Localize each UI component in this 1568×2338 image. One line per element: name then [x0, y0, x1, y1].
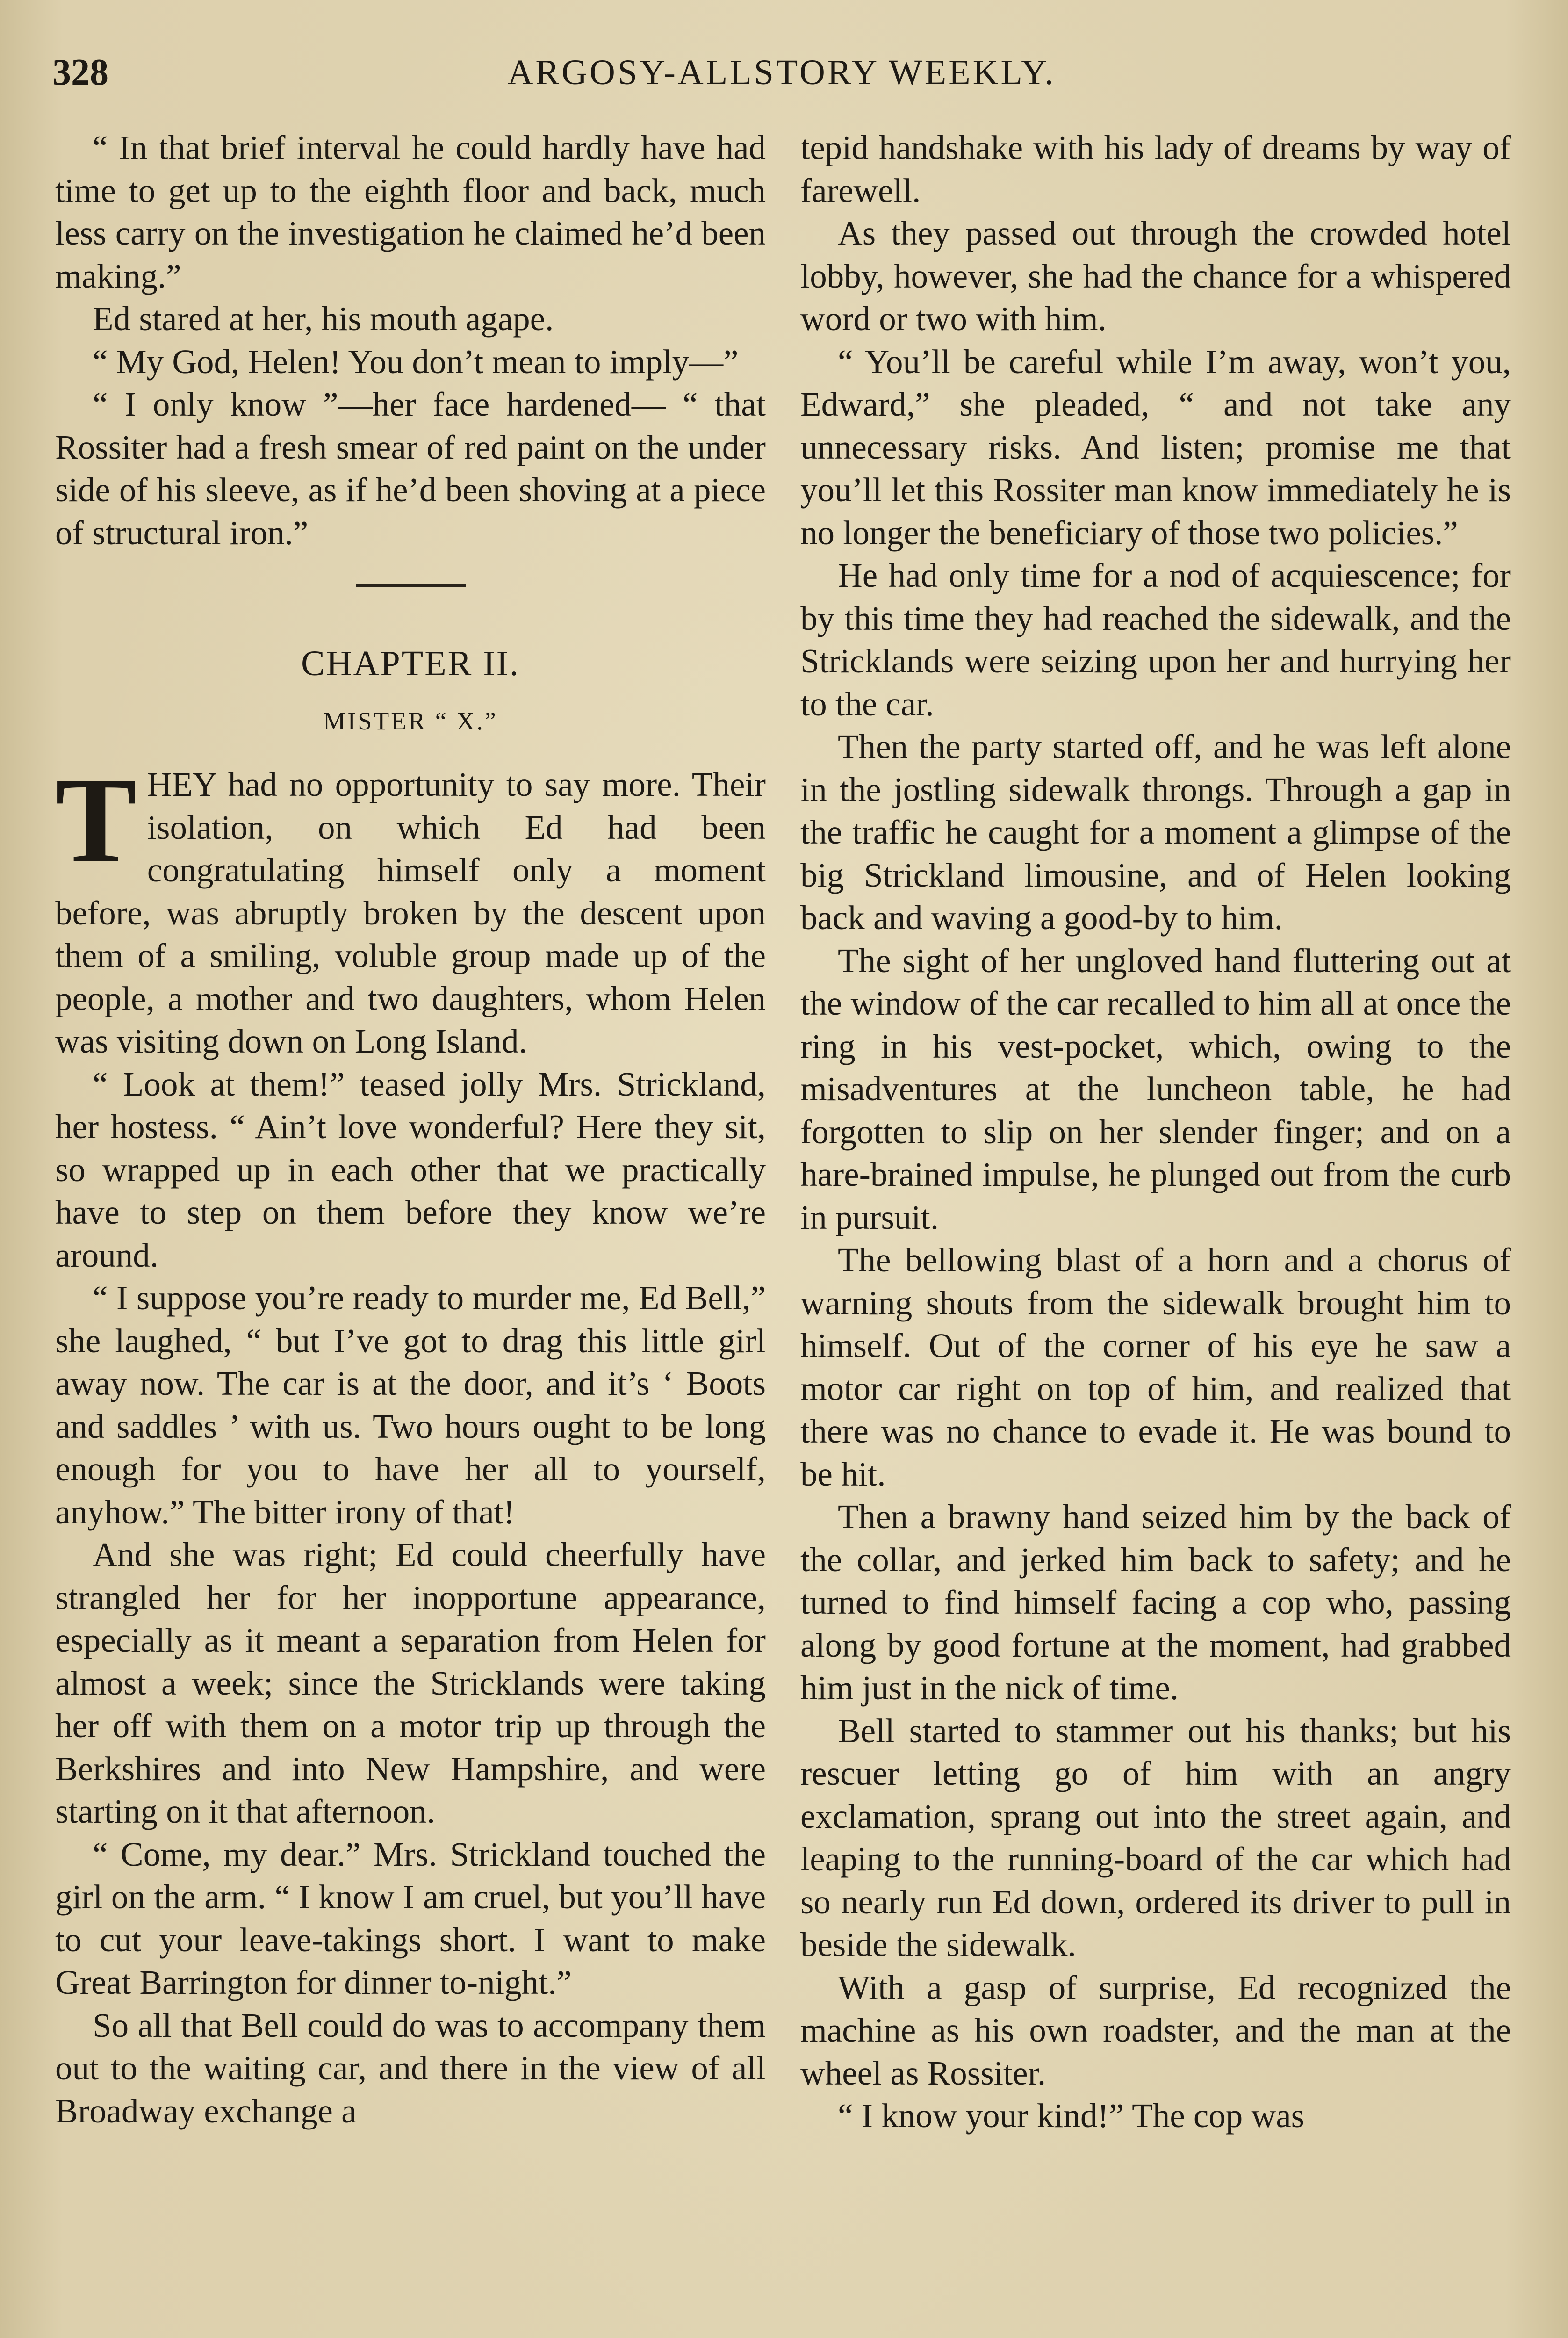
paragraph: So all that Bell could do was to accompany them out to the waiting car, and there in the view of all Broadway exchange a: [55, 2006, 766, 2130]
paragraph: The bellowing blast of a horn and a chorus of warning shouts from the sidewalk brought him to himself. Out of the corner of his eye he saw a motor car right on top of him, and realized that there was no chance to evade it. He was bound to be hit.: [800, 1241, 1511, 1493]
paragraph: “ Look at them!” teased jolly Mrs. Strickland, her hostess. “ Ain’t love wonderful? Here they sit, so wrapped up in each other that we practically have to step on them before they know we’re around.: [55, 1065, 766, 1274]
opening-text: HEY had no opportunity to say more. Their isolation, on which Ed had been congratulating himself only a moment before, was abruptly broken by the descent upon them of a smiling, voluble group made up of the people, a mother and two daughters, whom Helen was visiting down on Long Island.: [55, 765, 766, 1060]
chapter-opening-paragraph: [55, 752, 766, 1063]
paragraph: Ed stared at her, his mouth agape.: [93, 300, 554, 338]
chapter-subtitle: MISTER “ X.”: [323, 707, 498, 735]
drop-cap: T: [55, 752, 137, 888]
paragraph: “ Come, my dear.” Mrs. Strickland touched the girl on the arm. “ I know I am cruel, but you’ll have to cut your leave-takings short. I want to make Great Barrington for dinner to-night.”: [55, 1835, 766, 2001]
paragraph: “ I know your kind!” The cop was: [838, 2097, 1305, 2135]
paragraph: With a gasp of surprise, Ed recognized the machine as his own roadster, and the man at the wheel as Rossiter.: [800, 1968, 1511, 2092]
paragraph: Bell started to stammer out his thanks; but his rescuer letting go of him with an angry exclamation, sprang out into the street again, and leaping to the running-board of the car which had so nearly run Ed down, ordered its driver to pull in beside the sidewalk.: [800, 1711, 1511, 1963]
paragraph: “ You’ll be careful while I’m away, won’t you, Edward,” she pleaded, “ and not take any unnecessary risks. And listen; promise me that you’ll let this Rossiter man know immediately he is no longer the beneficiary of those two policies.”: [800, 342, 1511, 552]
paragraph-continued: tepid handshake with his lady of dreams by way of farewell.: [800, 129, 1511, 209]
running-title: ARGOSY-ALLSTORY WEEKLY.: [507, 53, 1056, 92]
paragraph: Then the party started off, and he was left alone in the jostling sidewalk throngs. Through a gap in the traffic he caught for a moment a glimpse of the big Strickland limousine, and of Helen looking back and waving a good-by to him.: [800, 728, 1511, 937]
paragraph: Then a brawny hand seized him by the back of the collar, and jerked him back to safety; and he turned to find himself facing a cop who, passing along by good fortune at the moment, had grabbed him just in the nick of time.: [800, 1498, 1511, 1707]
paragraph: “ I suppose you’re ready to murder me, Ed Bell,” she laughed, “ but I’ve got to drag this little girl away now. The car is at the door, and it’s ‘ Boots and saddles ’ with us. Two hours ought to be long enough for you to have her all to yourself, anyhow.” The bitter irony of that!: [55, 1279, 766, 1531]
page-header: [52, 47, 1511, 98]
paragraph: “ I only know ”—her face hardened— “ that Rossiter had a fresh smear of red paint on the under side of his sleeve, as if he’d been shoving at a piece of structural iron.”: [55, 385, 766, 552]
paragraph: He had only time for a nod of acquiescence; for by this time they had reached the sidewalk, and the Stricklands were seizing upon her and hurrying her to the car.: [800, 556, 1511, 723]
left-column: [55, 126, 766, 2132]
paragraph: And she was right; Ed could cheerfully have strangled her for her inopportune appearance, especially as it meant a separation from Helen for almost a week; since the Stricklands were taking her off with them on a motor trip up through the Berkshires and into New Hampshire, and were starting on it that afternoon.: [55, 1536, 766, 1830]
section-divider: [356, 584, 466, 587]
paragraph: As they passed out through the crowded hotel lobby, however, she had the chance for a whispered word or two with him.: [800, 214, 1511, 338]
chapter-title: CHAPTER II.: [301, 644, 520, 683]
page-number: 328: [52, 52, 108, 93]
paragraph: The sight of her ungloved hand fluttering out at the window of the car recalled to him all at once the ring in his vest-pocket, which, owing to the misadventures at the luncheon table, he had forgotten to slip on her slender finger; and on a hare-brained impulse, he plunged out from the curb in pursuit.: [800, 941, 1511, 1236]
right-column: [800, 126, 1511, 2137]
paragraph: “ My God, Helen! You don’t mean to imply—”: [93, 342, 739, 381]
paragraph: “ In that brief interval he could hardly have had time to get up to the eighth floor and back, much less carry on the investigation he claimed he’d been making.”: [55, 129, 766, 295]
